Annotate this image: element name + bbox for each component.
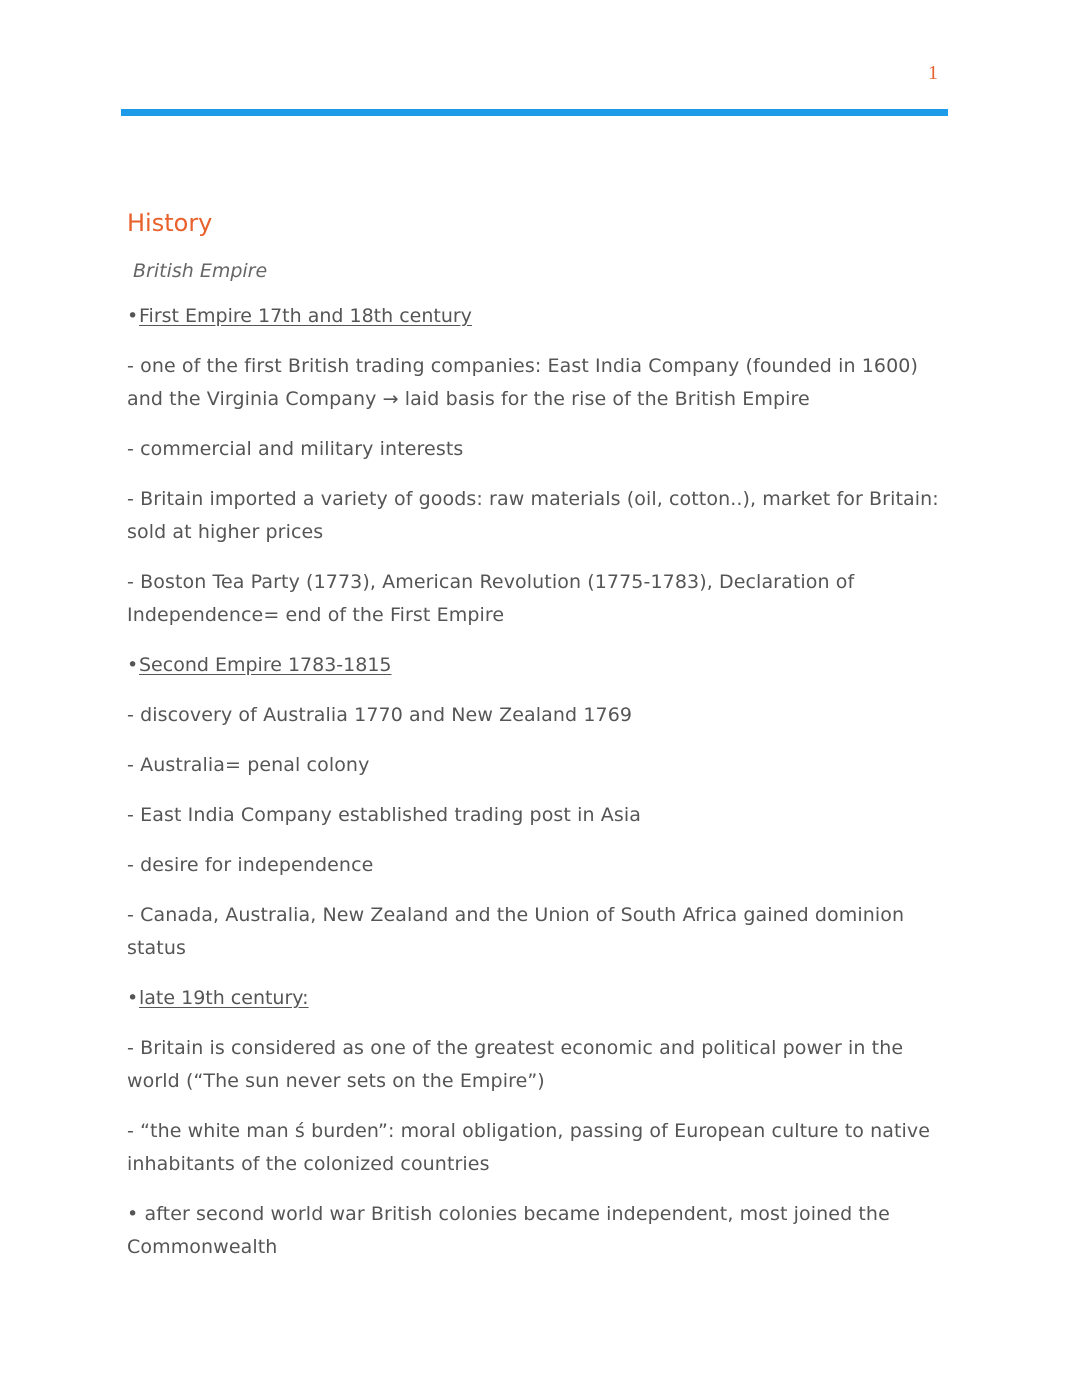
paragraph: - Boston Tea Party (1773), American Revolution (1775-1783), Declaration of Independence= end of the First Empire	[127, 571, 855, 626]
document-title: History	[127, 209, 213, 237]
header-rule	[121, 109, 948, 116]
paragraph: - desire for independence	[127, 854, 374, 876]
section-heading	[127, 300, 942, 333]
paragraph: - Australia= penal colony	[127, 754, 370, 776]
bullet-icon: •	[127, 654, 139, 676]
paragraph: - discovery of Australia 1770 and New Zealand 1769	[127, 704, 633, 726]
document-subtitle: British Empire	[133, 260, 268, 282]
page-number: 1	[928, 62, 938, 84]
paragraph: - Canada, Australia, New Zealand and the Union of South Africa gained dominion status	[127, 904, 905, 959]
document-content	[127, 300, 942, 1264]
paragraph: - “the white man ś burden”: moral obligation, passing of European culture to native inhabitants of the colonized countries	[127, 1120, 931, 1175]
bullet-icon: •	[127, 305, 139, 327]
paragraph: • after second world war British colonies became independent, most joined the Commonwealth	[127, 1203, 890, 1258]
paragraph: - one of the first British trading companies: East India Company (founded in 1600) and the Virginia Company → laid basis for the rise of the British Empire	[127, 355, 919, 410]
section-heading-label: late 19th century:	[139, 987, 309, 1009]
section-heading-label: First Empire 17th and 18th century	[139, 305, 472, 327]
paragraph: - commercial and military interests	[127, 438, 464, 460]
section-heading-label: Second Empire 1783-1815	[139, 654, 392, 676]
paragraph: - Britain is considered as one of the greatest economic and political power in the world (“The sun never sets on the Empire”)	[127, 1037, 904, 1092]
bullet-icon: •	[127, 987, 139, 1009]
section-heading	[127, 649, 942, 682]
section-heading	[127, 982, 942, 1015]
paragraph: - Britain imported a variety of goods: raw materials (oil, cotton..), market for Britain: sold at higher prices	[127, 488, 939, 543]
paragraph: - East India Company established trading post in Asia	[127, 804, 641, 826]
document-body	[127, 204, 942, 1264]
